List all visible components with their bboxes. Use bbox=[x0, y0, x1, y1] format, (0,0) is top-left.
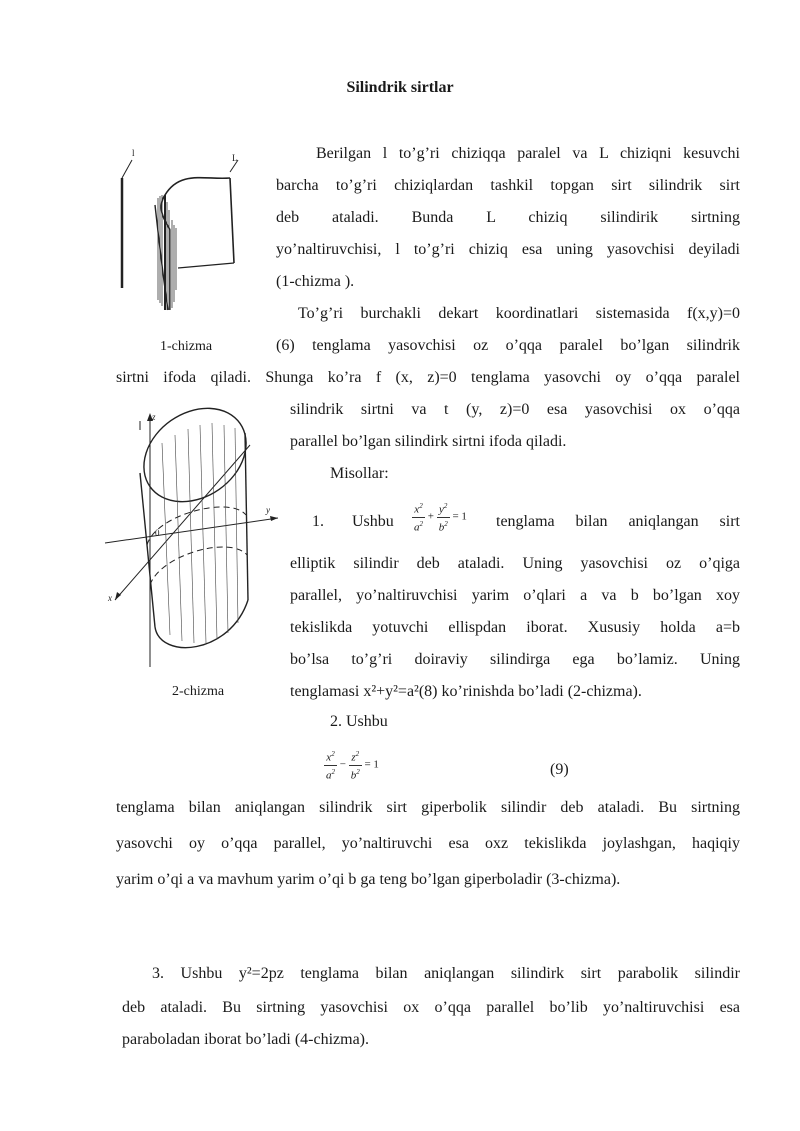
ex2-line-1-text: tenglama bilan aniqlangan silindrik sirt giperbolik silindir deb ataladi. Bu sirtning bbox=[116, 799, 740, 816]
ex1-line-4 bbox=[290, 650, 740, 670]
ex3-line-3-text: paraboladan iborat bo’ladi (4-chizma). bbox=[122, 1031, 369, 1048]
ex3-line-1-text: 3. Ushbu y²=2pz tenglama bilan aniqlangan silindirk sirt parabolik silindir bbox=[152, 965, 740, 982]
ex2-line-2-text: yasovchi oy o’qqa parallel, yo’naltiruvchi esa oxz tekislikda joylashgan, haqiqiy bbox=[116, 835, 740, 852]
para2-line-3 bbox=[116, 368, 740, 388]
ex1-line-1 bbox=[290, 554, 740, 574]
ex2-line-3-text: yarim o’qi a va mavhum yarim o’qi b ga teng bo’lgan giperboladir (3-chizma). bbox=[116, 871, 621, 888]
ex2-eq-rhs: = 1 bbox=[364, 758, 379, 771]
para1-line-4 bbox=[276, 240, 740, 260]
figure-2-elliptic-cylinder bbox=[100, 395, 290, 675]
ex1-number: 1. bbox=[312, 513, 324, 530]
ex1-line-3 bbox=[290, 618, 740, 638]
ex1-tail: tenglama bilan aniqlangan sirt bbox=[496, 513, 740, 530]
ex2-eq-z: z bbox=[351, 751, 356, 764]
ex2-line-3 bbox=[116, 870, 620, 890]
ex2-lead: 2. Ushbu bbox=[330, 713, 388, 730]
para2-line-3-text: sirtni ifoda qiladi. Shunga ko’ra f (x, z)=0 tenglama yasovchi oy o’qqa paralel bbox=[116, 369, 740, 386]
ex1-equation: $\frac{x^2}{a^2}$ + $\frac{y^2}{b^2}$ = 1 bbox=[414, 502, 467, 534]
page-title: Silindrik sirtlar bbox=[346, 79, 454, 96]
para2-line-4 bbox=[290, 400, 740, 420]
ex2-eq-number: (9) bbox=[550, 761, 569, 778]
para1-line-3-text: deb ataladi. Bunda L chiziq silindirik sirtning bbox=[276, 209, 740, 226]
para1-line-1 bbox=[316, 144, 740, 164]
ex3-line-3 bbox=[122, 1030, 369, 1050]
para1-line-2-text: barcha to’g’ri chiziqlardan tashkil topgan sirt silindrik sirt bbox=[276, 177, 740, 194]
para1-line-3 bbox=[276, 208, 740, 228]
para1-line-4-text: yo’naltiruvchisi, l to’g’ri chiziq esa uning yasovchisi deyiladi bbox=[276, 241, 740, 258]
para2-line-1-text: To’g’ri burchakli dekart koordinatlari sistemasida f(x,y)=0 bbox=[298, 305, 740, 322]
ex2-frac-z: $\frac{z^2}{b^2}$ bbox=[350, 750, 360, 782]
figure-1-label-L: L bbox=[232, 153, 238, 163]
ex3-line-1 bbox=[152, 964, 740, 984]
ex3-line-2 bbox=[122, 998, 740, 1018]
ex2-eq-b: b bbox=[350, 769, 357, 782]
ex2-line-2 bbox=[116, 834, 740, 854]
figure-1-cylindrical-surface bbox=[110, 150, 270, 320]
figure-1-label-l: l bbox=[132, 148, 135, 158]
para1-line-2 bbox=[276, 176, 740, 196]
ex1-eq-a: a bbox=[414, 521, 420, 534]
figure-1-caption: 1-chizma bbox=[160, 339, 213, 354]
para2-line-2-text: (6) tenglama yasovchisi oz o’qqa paralel bo’lgan silindrik bbox=[276, 337, 740, 354]
figure-2-axis-z: z bbox=[152, 412, 156, 422]
ex1-line-2-text: parallel, yo’naltiruvchisi yarim o’qlari a va b bo’lgan xoy bbox=[290, 587, 740, 604]
ex1-eq-b: b bbox=[438, 521, 445, 534]
ex2-eq-a: a bbox=[326, 769, 332, 782]
ex1-lead: Ushbu bbox=[352, 513, 394, 530]
para2-line-4-text: silindrik sirtni va t (y, z)=0 esa yasovchisi ox o’qqa bbox=[290, 401, 740, 418]
para2-line-2 bbox=[276, 336, 740, 356]
figure-2-origin: 0 bbox=[155, 528, 160, 538]
ex2-equation: $\frac{x^2}{a^2}$ − $\frac{z^2}{b^2}$ = 1 bbox=[326, 750, 379, 782]
ex1-eq-y: y bbox=[439, 503, 444, 516]
ex2-frac-x: $\frac{x^2}{a^2}$ bbox=[326, 750, 335, 782]
ex1-frac-y: $\frac{y^2}{b^2}$ bbox=[438, 502, 448, 534]
figure-2-axis-x: x bbox=[108, 593, 112, 603]
para2-line-1 bbox=[298, 304, 740, 324]
ex2-line-1 bbox=[116, 798, 740, 818]
ex1-line-1-text: elliptik silindir deb ataladi. Uning yasovchisi oz o’qiga bbox=[290, 555, 740, 572]
figure-2-caption: 2-chizma bbox=[172, 684, 225, 699]
ex1-line-3-text: tekislikda yotuvchi ellispdan iborat. Xususiy holda a=b bbox=[290, 619, 740, 636]
ex3-line-2-text: deb ataladi. Bu sirtning yasovchisi ox o’qqa parallel bo’lib yo’naltiruvchisi esa bbox=[122, 999, 740, 1016]
ex1-eq-rhs: = 1 bbox=[452, 510, 467, 523]
ex1-eq-x: x bbox=[414, 503, 420, 516]
para1-line-1-text: Berilgan l to’g’ri chiziqqa paralel va L chiziqni kesuvchi bbox=[316, 145, 740, 162]
examples-heading: Misollar: bbox=[330, 465, 389, 482]
ex1-line-5-text: tenglamasi x²+y²=a²(8) ko’rinishda bo’ladi (2-chizma). bbox=[290, 683, 642, 700]
para1-line-5 bbox=[276, 272, 354, 292]
ex1-line-4-text: bo’lsa to’g’ri doiraviy silindirga ega bo’lamiz. Uning bbox=[290, 651, 740, 668]
ex1-line-5 bbox=[290, 682, 642, 702]
para2-line-5 bbox=[290, 432, 566, 452]
ex1-line-2 bbox=[290, 586, 740, 606]
ex2-eq-x: x bbox=[326, 751, 332, 764]
ex1-frac-x: $\frac{x^2}{a^2}$ bbox=[414, 502, 423, 534]
para2-line-5-text: parallel bo’lgan silindirk sirtni ifoda qiladi. bbox=[290, 433, 567, 450]
figure-2-axis-y: y bbox=[266, 505, 270, 515]
para1-line-5-text: (1-chizma ). bbox=[276, 273, 355, 290]
